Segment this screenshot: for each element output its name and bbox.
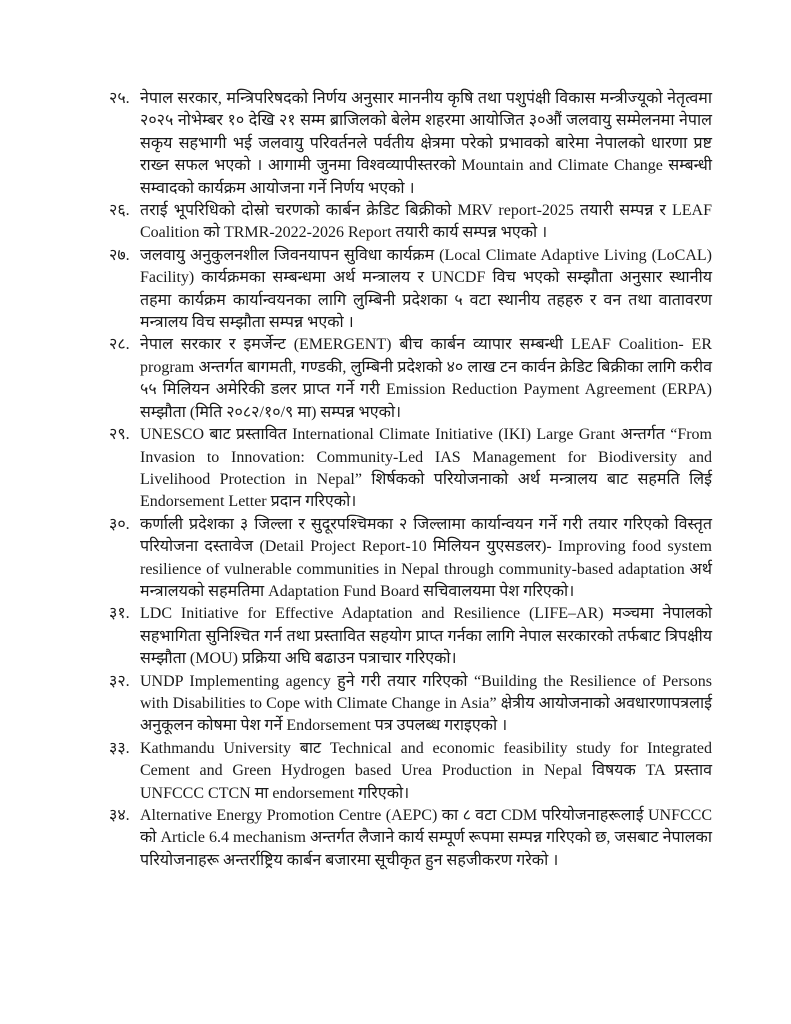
item-text: Kathmandu University बाट Technical and economic feasibility study for Integrated Cement and Green Hydrogen based Urea Production in Nepal विषयक TA प्रस्ताव UNFCCC CTCN मा endorsement गरिएको। <box>140 739 712 802</box>
list-item-27 <box>109 245 712 335</box>
list-item-31 <box>109 603 712 670</box>
list-item-25 <box>109 88 712 200</box>
item-number: २७. <box>109 246 130 264</box>
item-text: UNDP Implementing agency हुने गरी तयार गरिएको “Building the Resilience of Persons with Disabilities to Cope with Climate Change in Asia” क्षेत्रीय आयोजनाको अवधारणापत्रलाई अनुकूलन कोषमा पेश गर्ने Endorsement पत्र उपलब्ध गराइएको । <box>140 672 712 735</box>
item-number: ३२. <box>109 672 130 690</box>
list-item-34 <box>109 805 712 872</box>
list-item-29 <box>109 424 712 514</box>
list-item-28 <box>109 334 712 424</box>
item-number: ३३. <box>109 739 130 757</box>
list-item-33 <box>109 738 712 805</box>
item-text: जलवायु अनुकुलनशील जिवनयापन सुविधा कार्यक्रम (Local Climate Adaptive Living (LoCAL) Facility) कार्यक्रमका सम्बन्धमा अर्थ मन्त्रालय र UNCDF विच भएको सम्झौता अनुसार स्थानीय तहमा कार्यक्रम कार्यान्वयनका लागि लुम्बिनी प्रदेशका ५ वटा स्थानीय तहहरु र वन तथा वातावरण मन्त्रालय विच सम्झौता सम्पन्न भएको । <box>140 246 712 332</box>
item-text: नेपाल सरकार र इमर्जेन्ट (EMERGENT) बीच कार्बन व्यापार सम्बन्धी LEAF Coalition- ER program अन्तर्गत बागमती, गण्डकी, लुम्बिनी प्रदेशको ४० लाख टन कार्वन क्रेडिट बिक्रीका लागि करीव ५५ मिलियन अमेरिकी डलर प्राप्त गर्ने गरी Emission Reduction Payment Agreement (ERPA) सम्झौता (मिति २०८२/१०/९ मा) सम्पन्न भएको। <box>140 336 712 421</box>
list-item-32 <box>109 671 712 738</box>
item-text: तराई भूपरिधिको दोस्रो चरणको कार्बन क्रेडिट बिक्रीको MRV report-2025 तयारी सम्पन्न र LEAF Coalition को TRMR-2022-2026 Report तयारी कार्य सम्पन्न भएको । <box>140 202 712 242</box>
item-text: नेपाल सरकार, मन्त्रिपरिषदको निर्णय अनुसार माननीय कृषि तथा पशुपंक्षी विकास मन्त्रीज्यूको नेतृत्वमा २०२५ नोभेम्बर १० देखि २१ सम्म ब्राजिलको बेलेम शहरमा आयोजित ३०औं जलवायु सम्मेलनमा नेपाल सकृय सहभागी भई जलवायु परिवर्तनले पर्वतीय क्षेत्रमा परेको प्रभावको बारेमा नेपालको धारणा प्रष्ट राख्न सफल भएको । आगामी जुनमा विश्वव्यापीस्तरको Mountain and Climate Change सम्बन्धी सम्वादको कार्यक्रम आयोजना गर्ने निर्णय भएको । <box>140 90 712 197</box>
item-number: ३४. <box>109 807 130 824</box>
item-number: २८. <box>109 336 130 354</box>
item-number: ३१. <box>109 605 130 623</box>
item-text: LDC Initiative for Effective Adaptation and Resilience (LIFE–AR) मञ्चमा नेपालको सहभागिता सुनिश्चित गर्न तथा प्रस्तावित सहयोग प्राप्त गर्नका लागि नेपाल सरकारको तर्फबाट त्रिपक्षीय सम्झौता (MOU) प्रक्रिया अघि बढाउन पत्राचार गरिएको। <box>140 605 712 668</box>
item-text: UNESCO बाट प्रस्तावित International Climate Initiative (IKI) Large Grant अन्तर्गत “From Invasion to Innovation: Community-Led IAS Management for Biodiversity and Livelihood Protection in Nepal” शिर्षकको परियोजनाको अर्थ मन्त्रालय बाट सहमति लिई Endorsement Letter प्रदान गरिएको। <box>140 426 712 511</box>
list-item-30 <box>109 514 712 604</box>
item-number: २५. <box>109 90 130 107</box>
item-text: कर्णाली प्रदेशका ३ जिल्ला र सुदूरपश्चिमका २ जिल्लामा कार्यान्वयन गर्ने गरी तयार गरिएको विस्तृत परियोजना दस्तावेज (Detail Project Report-10 मिलियन युएसडलर)- Improving food system resilience of vulnerable communities in Nepal through community-based adaptation अर्थ मन्त्रालयको सहमतिमा Adaptation Fund Board सचिवालयमा पेश गरिएको। <box>140 515 712 600</box>
item-number: २६. <box>109 202 130 220</box>
item-number: ३०. <box>109 515 130 533</box>
item-number: २९. <box>109 426 130 444</box>
list-item-26 <box>109 200 712 245</box>
item-text: Alternative Energy Promotion Centre (AEPC) का ८ वटा CDM परियोजनाहरूलाई UNFCCC को Article 6.4 mechanism अन्तर्गत लैजाने कार्य सम्पूर्ण रूपमा सम्पन्न गरिएको छ, जसबाट नेपालका परियोजनाहरू अन्तर्राष्ट्रिय कार्बन बजारमा सूचीकृत हुन सहजीकरण गरेको । <box>140 807 712 869</box>
document-page <box>109 88 712 872</box>
